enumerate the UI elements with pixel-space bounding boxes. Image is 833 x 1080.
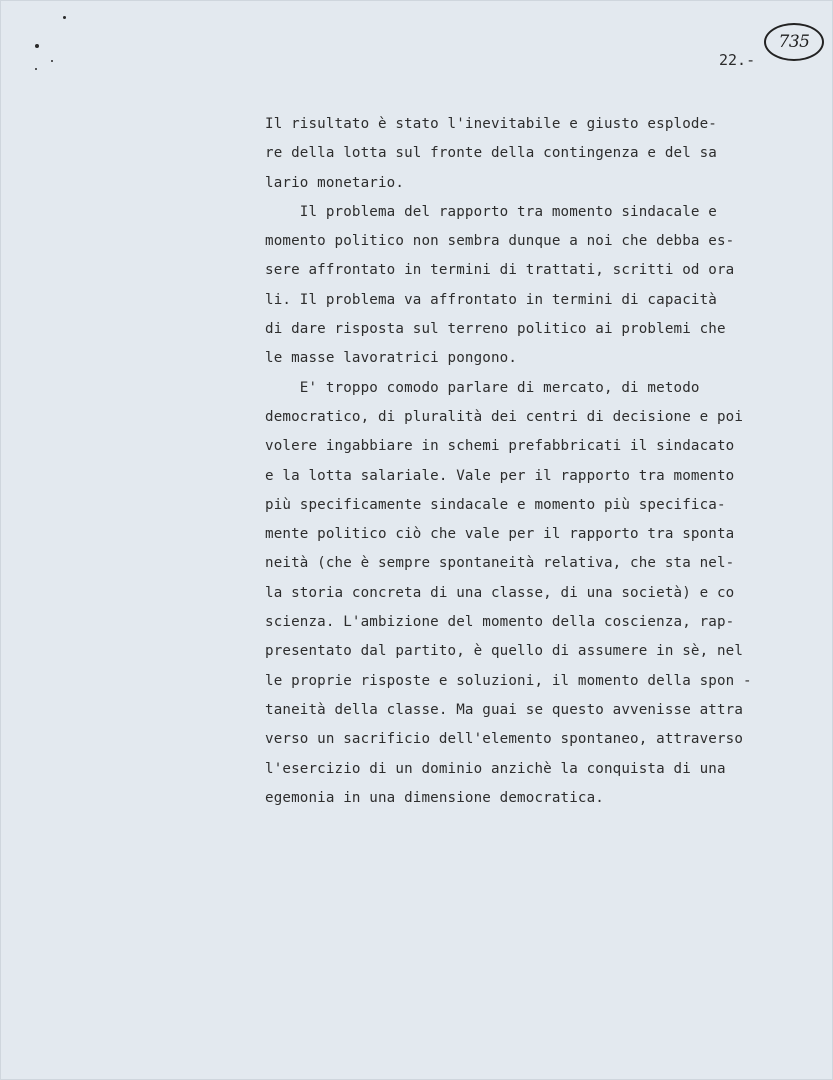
paper-speck — [35, 44, 39, 48]
text-line: le proprie risposte e soluzioni, il momento della spon - — [265, 672, 752, 689]
text-line: democratico, di pluralità dei centri di decisione e poi — [265, 408, 744, 425]
text-line: momento politico non sembra dunque a noi che debba es- — [265, 233, 735, 250]
text-line: e la lotta salariale. Vale per il rapporto tra momento — [265, 467, 735, 484]
text-line: scienza. L'ambizione del momento della coscienza, rap- — [265, 614, 735, 631]
text-line: re della lotta sul fronte della contingenza e del sa — [265, 145, 717, 162]
text-line: le masse lavoratrici pongono. — [265, 350, 518, 367]
text-line: taneità della classe. Ma guai se questo avvenisse attra — [265, 701, 744, 718]
text-line: li. Il problema va affrontato in termini di capacità — [265, 291, 717, 308]
text-line: verso un sacrificio dell'elemento spontaneo, attraverso — [265, 731, 744, 748]
text-line: più specificamente sindacale e momento più specifica- — [265, 496, 726, 513]
text-line: lario monetario. — [265, 174, 405, 191]
page-number: 22.- — [719, 51, 756, 69]
archive-stamp-number: 735 — [778, 32, 810, 52]
text-line: mente politico ciò che vale per il rapporto tra sponta — [265, 526, 735, 543]
body-text — [265, 110, 825, 813]
text-line: Il problema del rapporto tra momento sindacale e — [265, 203, 717, 220]
text-line: presentato dal partito, è quello di assumere in sè, nel — [265, 643, 744, 660]
text-line: la storia concreta di una classe, di una società) e co — [265, 584, 735, 601]
text-line: volere ingabbiare in schemi prefabbricati il sindacato — [265, 438, 735, 455]
text-line: Il risultato è stato l'inevitabile e giusto esplode- — [265, 116, 717, 132]
text-line: E' troppo comodo parlare di mercato, di metodo — [265, 379, 700, 396]
archive-stamp — [764, 23, 824, 61]
paper-speck — [35, 68, 37, 70]
text-line: l'esercizio di un dominio anzichè la conquista di una — [265, 760, 726, 777]
paper-speck — [51, 60, 53, 62]
text-line: neità (che è sempre spontaneità relativa, che sta nel- — [265, 555, 735, 572]
paper-speck — [63, 16, 66, 19]
text-line: egemonia in una dimensione democratica. — [265, 789, 604, 806]
text-line: sere affrontato in termini di trattati, scritti od ora — [265, 262, 735, 279]
text-line: di dare risposta sul terreno politico ai problemi che — [265, 321, 726, 338]
